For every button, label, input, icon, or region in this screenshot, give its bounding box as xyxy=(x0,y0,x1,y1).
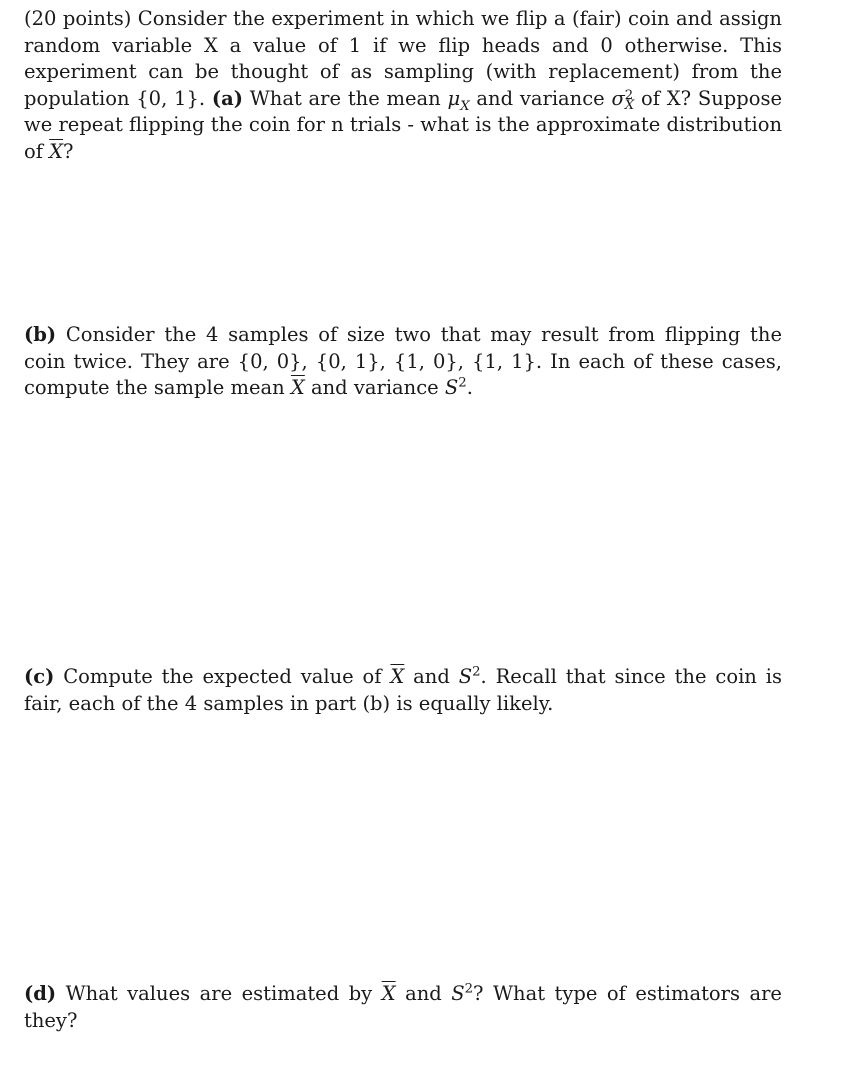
s-symbol: S xyxy=(451,982,465,1005)
mu-symbol: μ xyxy=(447,86,461,110)
sigma-subscript: X xyxy=(624,98,635,114)
part-b-label: (b) xyxy=(24,323,57,346)
s-symbol: S xyxy=(458,665,473,688)
xbar-symbol: $\overline{X}$ xyxy=(49,139,64,163)
s-superscript: 2 xyxy=(472,664,481,680)
part-b xyxy=(24,322,782,402)
sigma-symbol: σ xyxy=(611,86,625,110)
part-d-text-2: and xyxy=(395,982,452,1005)
sigma-superscript: 2 xyxy=(624,87,634,103)
s-superscript: 2 xyxy=(458,375,467,391)
xbar-symbol: $\overline{X}$ xyxy=(390,665,405,688)
part-b-text-1: Consider the 4 samples of size two that may result from flipping the coin twice. They are {0, 0}, {0, 1}, {1, 0}, {1, 1}. In each of these cases, compute the sample mean xyxy=(24,323,782,399)
part-a-text-2: and variance xyxy=(469,86,612,110)
mu-subscript: X xyxy=(460,98,470,114)
part-c-label: (c) xyxy=(24,665,55,688)
part-a-text-4: ? xyxy=(63,139,74,163)
part-d-label: (d) xyxy=(24,982,57,1005)
part-a-label: (a) xyxy=(211,86,243,110)
s-superscript: 2 xyxy=(464,981,474,997)
part-d-text-3: ? What type of estimators are they? xyxy=(24,982,782,1032)
part-a-text-3: of X? Suppose we repeat flipping the coin for n trials - what is the approximate distribution of xyxy=(24,86,783,163)
s-symbol: S xyxy=(444,376,459,399)
xbar-symbol: $\overline{X}$ xyxy=(381,982,396,1005)
part-a-text-1: What are the mean xyxy=(242,86,448,110)
part-c-text-1: Compute the expected value of xyxy=(54,665,391,688)
part-d xyxy=(24,981,782,1034)
sigma-sup-sub xyxy=(624,87,635,114)
part-c-text-2: and xyxy=(404,665,459,688)
xbar-symbol: $\overline{X}$ xyxy=(290,376,305,399)
part-c xyxy=(24,664,782,717)
part-b-text-3: . xyxy=(466,376,473,399)
part-b-text-2: and variance xyxy=(304,376,445,399)
part-c-text-3: . Recall that since the coin is fair, each of the 4 samples in part (b) is equally likely. xyxy=(24,665,782,715)
part-d-text-1: What values are estimated by xyxy=(56,982,382,1005)
problem-intro-and-part-a xyxy=(24,6,782,165)
intro-text: (20 points) Consider the experiment in which we flip a (fair) coin and assign random variable X a value of 1 if we flip heads and 0 otherwise. This experiment can be thought of as sampling (with replacement) from the population {0, 1}. xyxy=(24,7,782,110)
